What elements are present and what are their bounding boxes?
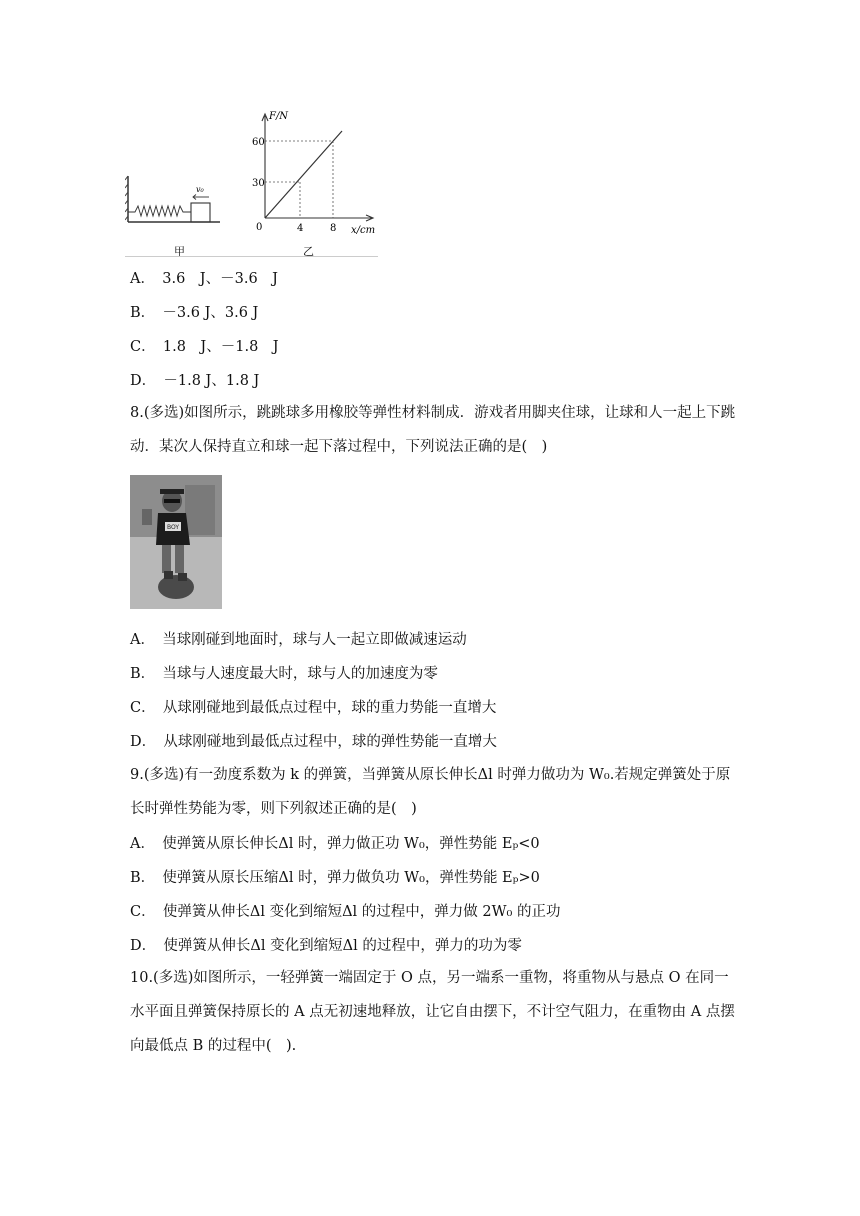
force-displacement-graph bbox=[245, 108, 380, 248]
q8-option-b: B． 当球与人速度最大时，球与人的加速度为零 bbox=[130, 666, 438, 682]
q7-option-b: B． －3.6 J、3.6 J bbox=[130, 305, 259, 321]
q9-stem: 9.(多选)有一劲度系数为 k 的弹簧，当弹簧从原长伸长Δl 时弹力做功为 W₀.若规定弹簧处于原长时弹性势能为零，则下列叙述正确的是( ) bbox=[130, 767, 731, 817]
q8-option-a: A． 当球刚碰到地面时，球与人一起立即做减速运动 bbox=[130, 632, 467, 648]
shirt-text: BOY bbox=[167, 524, 180, 531]
y-tick-label: 30 bbox=[252, 178, 265, 189]
figure-yi-label: 乙 bbox=[303, 245, 314, 258]
q9-option-a: A． 使弹簧从原长伸长Δl 时，弹力做正功 W₀，弹性势能 Eₚ<0 bbox=[130, 836, 540, 852]
q9-option-b: B． 使弹簧从原长压缩Δl 时，弹力做负功 W₀，弹性势能 Eₚ>0 bbox=[130, 870, 540, 886]
figure-jia-label: 甲 bbox=[174, 245, 185, 258]
origin-label: 0 bbox=[256, 222, 263, 233]
velocity-label: v₀ bbox=[196, 185, 204, 194]
q8-option-c: C． 从球刚碰地到最低点过程中，球的重力势能一直增大 bbox=[130, 700, 497, 716]
q9-option-d: D． 使弹簧从伸长Δl 变化到缩短Δl 的过程中，弹力的功为零 bbox=[130, 938, 522, 954]
y-axis-label: F/N bbox=[269, 111, 289, 122]
figure-divider bbox=[125, 256, 378, 257]
q7-option-d: D． －1.8 J、1.8 J bbox=[130, 373, 260, 389]
x-tick-label: 4 bbox=[297, 223, 304, 234]
pogo-ball-photo bbox=[130, 475, 222, 609]
q7-option-c: C． 1.8 J、－1.8 J bbox=[130, 339, 279, 355]
q7-option-a: A． 3.6 J、－3.6 J bbox=[130, 271, 278, 287]
q10-stem: 10.(多选)如图所示，一轻弹簧一端固定于 O 点，另一端系一重物，将重物从与悬点 O 在同一水平面且弹簧保持原长的 A 点无初速地释放，让它自由摆下，不计空气阻力，在重物由 A 点摆向最低点 B 的过程中( ). bbox=[130, 970, 735, 1054]
x-tick-label: 8 bbox=[330, 223, 337, 234]
q8-stem: 8.(多选)如图所示，跳跳球多用橡胶等弹性材料制成．游戏者用脚夹住球，让球和人一起上下跳动．某次人保持直立和球一起下落过程中，下列说法正确的是( ) bbox=[130, 405, 736, 455]
x-axis-label: x/cm bbox=[351, 225, 376, 236]
q9-option-c: C． 使弹簧从伸长Δl 变化到缩短Δl 的过程中，弹力做 2W₀ 的正功 bbox=[130, 904, 561, 920]
q8-option-d: D． 从球刚碰地到最低点过程中，球的弹性势能一直增大 bbox=[130, 734, 497, 750]
y-tick-label: 60 bbox=[252, 137, 265, 148]
